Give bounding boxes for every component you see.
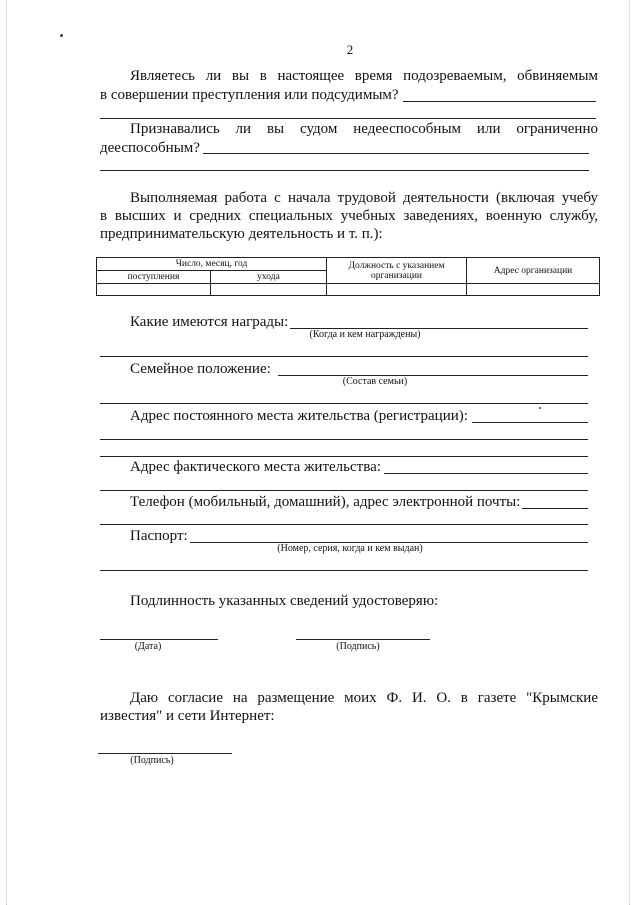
- signature-hint: (Подпись): [336, 641, 380, 652]
- consent-line2: известия" и сети Интернет:: [100, 708, 275, 724]
- q-incapable-line2: дееспособным?: [100, 140, 200, 156]
- contacts-input-line-2[interactable]: [100, 524, 588, 525]
- scan-edge-left: [6, 0, 7, 905]
- cell-end[interactable]: [211, 284, 327, 296]
- family-input-line-2[interactable]: [100, 403, 588, 404]
- work-history-table: [96, 257, 600, 296]
- sub-end-header: ухода: [211, 271, 327, 284]
- work-history-line2: в высших и средних специальных учебных заведениях, военную службу,: [100, 208, 598, 224]
- page-number: 2: [346, 42, 354, 57]
- q-suspect-line2: в совершении преступления или подсудимым?: [100, 87, 399, 103]
- actual-address-input-line-2[interactable]: [100, 490, 588, 491]
- q-incapable-line1: Признавались ли вы судом недееспособным или ограниченно: [130, 121, 598, 137]
- awards-label: Какие имеются награды:: [130, 314, 289, 330]
- actual-address-input-line[interactable]: [384, 473, 588, 474]
- scan-speck: [539, 407, 541, 409]
- passport-input-line-2[interactable]: [100, 570, 588, 571]
- consent-sign-hint: (Подпись): [130, 755, 174, 766]
- family-label: Семейное положение:: [130, 361, 271, 377]
- col-address-header: Адрес организации: [467, 258, 600, 284]
- contacts-label: Телефон (мобильный, домашний), адрес электронной почты:: [130, 494, 521, 510]
- cell-address[interactable]: [467, 284, 600, 296]
- cell-position[interactable]: [327, 284, 467, 296]
- consent-line1: Даю согласие на размещение моих Ф. И. О. в газете "Крымские: [130, 690, 598, 706]
- date-input-line[interactable]: [100, 639, 218, 640]
- reg-address-input-line-3[interactable]: [100, 456, 588, 457]
- col-date-header: Число, месяц, год: [97, 258, 327, 271]
- passport-hint: (Номер, серия, когда и кем выдан): [277, 543, 423, 554]
- cell-start[interactable]: [97, 284, 211, 296]
- contacts-input-line[interactable]: [522, 508, 588, 509]
- sub-start-header: поступления: [97, 271, 211, 284]
- signature-input-line[interactable]: [296, 639, 430, 640]
- reg-address-input-line-2[interactable]: [100, 439, 588, 440]
- col-position-header: Должность с указанием организации: [327, 258, 467, 284]
- q-incapable-answer-line-2[interactable]: [100, 170, 589, 171]
- consent-signature-line[interactable]: [98, 753, 232, 754]
- q-suspect-answer-line-2[interactable]: [100, 118, 596, 119]
- awards-input-line-2[interactable]: [100, 356, 588, 357]
- work-history-line3: предпринимательскую деятельность и т. п.):: [100, 226, 383, 242]
- passport-label: Паспорт:: [130, 528, 188, 544]
- actual-address-label: Адрес фактического места жительства:: [130, 459, 381, 475]
- certify-text: Подлинность указанных сведений удостоверяю:: [130, 593, 439, 609]
- reg-address-label: Адрес постоянного места жительства (регистрации):: [130, 408, 468, 424]
- reg-address-input-line[interactable]: [472, 422, 588, 423]
- awards-hint: (Когда и кем награждены): [309, 329, 421, 340]
- q-incapable-answer-line[interactable]: [203, 153, 589, 154]
- date-hint: (Дата): [134, 641, 162, 652]
- scan-edge-right: [629, 0, 630, 905]
- family-hint: (Состав семьи): [342, 376, 408, 387]
- q-suspect-answer-line[interactable]: [403, 101, 596, 102]
- work-history-line1: Выполняемая работа с начала трудовой деятельности (включая учебу: [130, 190, 598, 206]
- q-suspect-line1: Являетесь ли вы в настоящее время подозреваемым, обвиняемым: [130, 68, 598, 84]
- scan-speck: [60, 34, 63, 37]
